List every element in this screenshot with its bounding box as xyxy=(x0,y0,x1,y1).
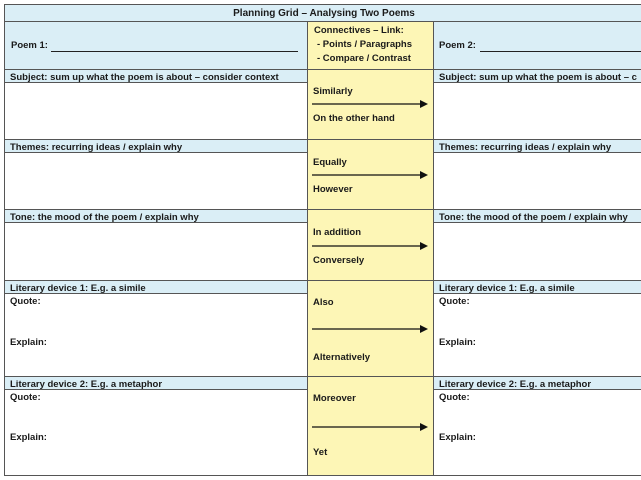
arrow-right-icon xyxy=(312,325,428,333)
connectives-points: - Points / Paragraphs xyxy=(317,39,413,50)
row-device1-left-body[interactable] xyxy=(4,293,308,377)
row-tone-left-header xyxy=(4,209,308,223)
device2-left-explain-label: Explain: xyxy=(10,432,47,443)
connective-5-top: Moreover xyxy=(313,393,356,404)
arrow-right-icon xyxy=(312,242,428,250)
row-themes-left-body[interactable] xyxy=(4,152,308,210)
poem2-header xyxy=(433,21,641,70)
poem2-title-line[interactable] xyxy=(480,51,641,52)
device2-left-quote-label: Quote: xyxy=(10,392,41,403)
title-bar xyxy=(4,4,641,22)
connective-4-bottom: Alternatively xyxy=(313,352,371,363)
connective-cell-3 xyxy=(307,209,434,281)
arrow-right-icon xyxy=(312,423,428,431)
page-title: Planning Grid – Analysing Two Poems xyxy=(233,8,415,19)
device2-right-quote-label: Quote: xyxy=(439,392,470,403)
row-device2-left-label: Literary device 2: E.g. a metaphor xyxy=(10,379,163,390)
row-subject-left-body[interactable] xyxy=(4,82,308,140)
row-tone-right-body[interactable] xyxy=(433,222,641,281)
row-device2-right-header xyxy=(433,376,641,390)
connective-5-bottom: Yet xyxy=(313,447,328,458)
row-themes-left-header xyxy=(4,139,308,153)
device1-left-quote-label: Quote: xyxy=(10,296,41,307)
connective-2-bottom: However xyxy=(313,184,353,195)
device1-right-explain-label: Explain: xyxy=(439,337,476,348)
connective-cell-4 xyxy=(307,280,434,377)
arrow-right-icon xyxy=(312,171,428,179)
row-themes-left-label: Themes: recurring ideas / explain why xyxy=(10,142,183,153)
connective-1-bottom: On the other hand xyxy=(313,113,395,124)
row-device2-right-body[interactable] xyxy=(433,389,641,476)
connective-1-top: Similarly xyxy=(313,86,353,97)
row-tone-right-header xyxy=(433,209,641,223)
connective-4-top: Also xyxy=(313,297,334,308)
poem1-header xyxy=(4,21,308,70)
planning-grid xyxy=(4,4,641,477)
row-tone-left-body[interactable] xyxy=(4,222,308,281)
connectives-compare: - Compare / Contrast xyxy=(317,53,411,64)
row-subject-left-label: Subject: sum up what the poem is about – consider context xyxy=(10,72,279,83)
row-subject-right-header xyxy=(433,69,641,83)
row-tone-right-label: Tone: the mood of the poem / explain why xyxy=(439,212,628,223)
connectives-header xyxy=(307,21,434,70)
row-themes-right-header xyxy=(433,139,641,153)
row-subject-left-header xyxy=(4,69,308,83)
row-device1-left-label: Literary device 1: E.g. a simile xyxy=(10,283,146,294)
row-themes-right-body[interactable] xyxy=(433,152,641,210)
connective-cell-2 xyxy=(307,139,434,210)
row-device1-right-body[interactable] xyxy=(433,293,641,377)
device2-right-explain-label: Explain: xyxy=(439,432,476,443)
connectives-heading: Connectives – Link: xyxy=(314,25,404,36)
connective-cell-1 xyxy=(307,69,434,140)
row-device1-right-header xyxy=(433,280,641,294)
row-subject-right-label: Subject: sum up what the poem is about – c xyxy=(439,72,637,83)
row-device2-left-header xyxy=(4,376,308,390)
row-device1-right-label: Literary device 1: E.g. a simile xyxy=(439,283,575,294)
row-subject-right-body[interactable] xyxy=(433,82,641,140)
row-themes-right-label: Themes: recurring ideas / explain why xyxy=(439,142,612,153)
poem1-label: Poem 1: xyxy=(11,40,48,51)
poem1-title-line[interactable] xyxy=(51,51,298,52)
device1-left-explain-label: Explain: xyxy=(10,337,47,348)
connective-3-bottom: Conversely xyxy=(313,255,365,266)
row-device1-left-header xyxy=(4,280,308,294)
row-device2-left-body[interactable] xyxy=(4,389,308,476)
poem2-label: Poem 2: xyxy=(439,40,476,51)
row-device2-right-label: Literary device 2: E.g. a metaphor xyxy=(439,379,592,390)
connective-3-top: In addition xyxy=(313,227,362,238)
connective-2-top: Equally xyxy=(313,157,347,168)
arrow-right-icon xyxy=(312,100,428,108)
row-tone-left-label: Tone: the mood of the poem / explain why xyxy=(10,212,199,223)
device1-right-quote-label: Quote: xyxy=(439,296,470,307)
connective-cell-5 xyxy=(307,376,434,476)
